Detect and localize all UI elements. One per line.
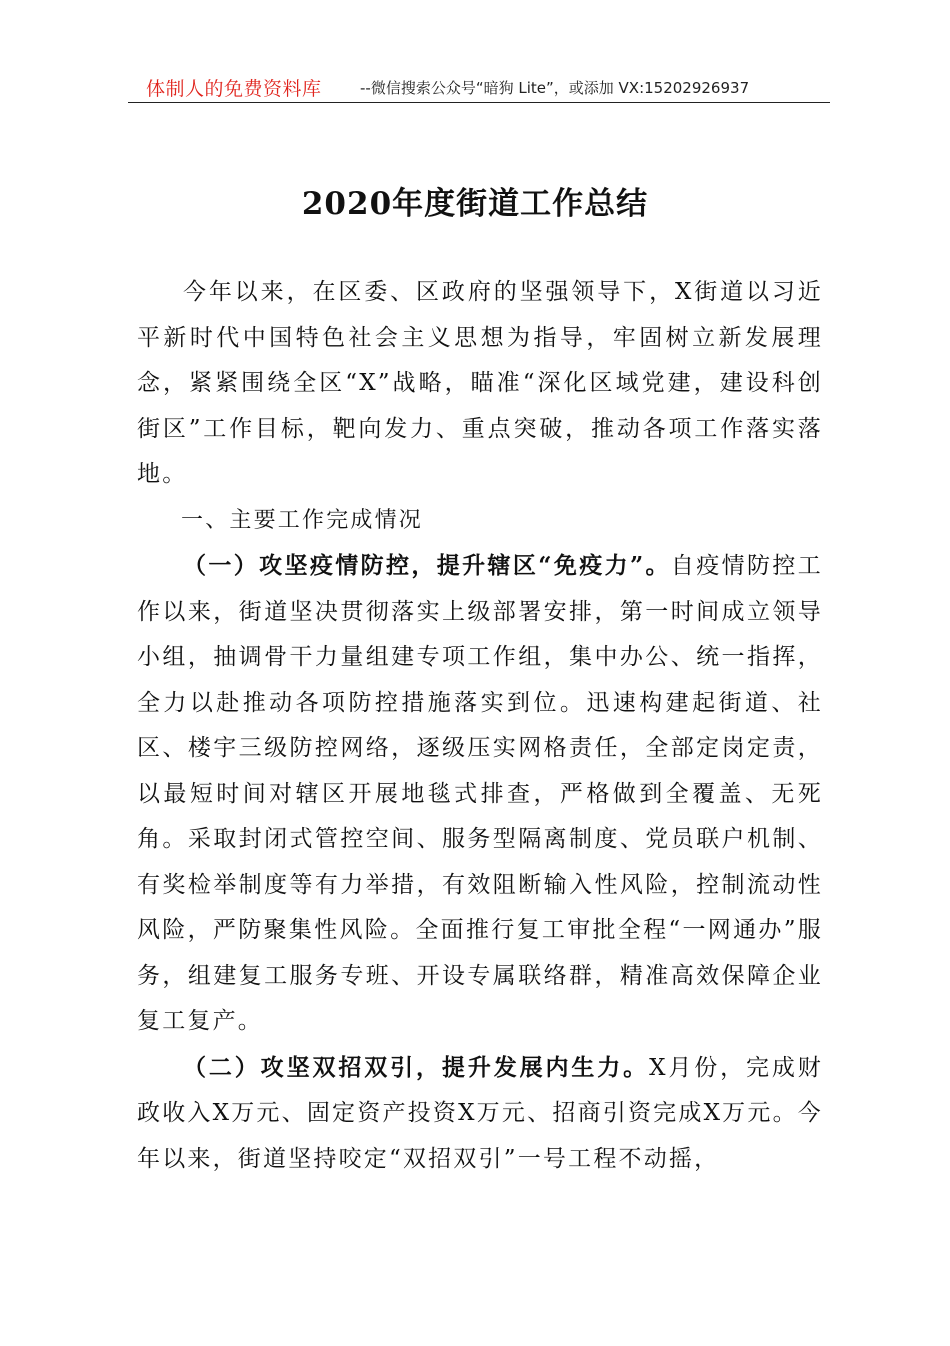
header-note: --微信搜索公众号“暗狗 Lite”，或添加 VX:15202926937 xyxy=(360,79,750,97)
item-1-lead: （一）攻坚疫情防控，提升辖区“免疫力”。 xyxy=(183,552,671,579)
item-1-paragraph xyxy=(137,543,823,1045)
header-brand: 体制人的免费资料库 xyxy=(146,78,322,100)
page-header xyxy=(128,70,830,103)
intro-paragraph: 今年以来，在区委、区政府的坚强领导下，X街道以习近平新时代中国特色社会主义思想为指导，牢固树立新发展理念，紧紧围绕全区“X”战略，瞄准“深化区域党建，建设科创街区”工作目标，靶向发力、重点突破，推动各项工作落实落地。 xyxy=(137,279,823,487)
document-body xyxy=(137,270,823,1182)
item-2-paragraph xyxy=(137,1045,823,1183)
document-title: 2020年度街道工作总结 xyxy=(301,186,649,222)
item-2-body: X月份，完成财政收入X万元、固定资产投资X万元、招商引资完成X万元。今年以来，街道坚持咬定“双招双引”一号工程不动摇， xyxy=(137,1054,823,1172)
item-2-lead: （二）攻坚双招双引，提升发展内生力。 xyxy=(183,1053,650,1081)
section-heading: 一、主要工作完成情况 xyxy=(181,507,424,533)
item-1-body: 自疫情防控工作以来，街道坚决贯彻落实上级部署安排，第一时间成立领导小组，抽调骨干力量组建专项工作组，集中办公、统一指挥，全力以赴推动各项防控措施落实到位。迅速构建起街道、社区、楼宇三级防控网络，逐级压实网格责任，全部定岗定责，以最短时间对辖区开展地毯式排查，严格做到全覆盖、无死角。采取封闭式管控空间、服务型隔离制度、党员联户机制、有奖检举制度等有力举措，有效阻断输入性风险，控制流动性风险，严防聚集性风险。全面推行复工审批全程“一网通办”服务，组建复工服务专班、开设专属联络群，精准高效保障企业复工复产。 xyxy=(137,553,823,1034)
